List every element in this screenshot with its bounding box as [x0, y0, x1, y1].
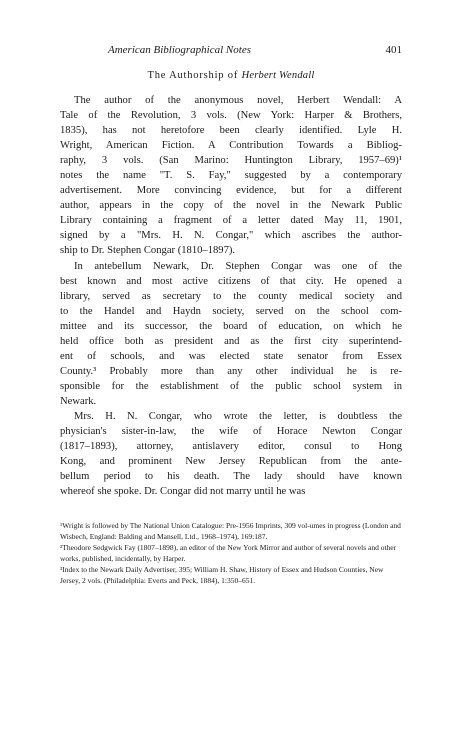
footnote: ²Theodore Sedgwick Fay (1807–1898), an editor of the New York Mirror and author of several novels and other works, published, incidentally, by Harper. [60, 543, 397, 563]
paragraph [60, 259, 402, 409]
text-line: physician's sister-in-law, the wife of Horace Newton Congar [60, 426, 402, 438]
text-line: library, served as secretary to the county medical society and [60, 290, 402, 302]
section-title [60, 70, 402, 81]
text-line: Kong, and prominent New Jersey Republican from the ante- [60, 456, 402, 468]
text-line: In antebellum Newark, Dr. Stephen Congar was one of the [74, 260, 402, 272]
text-line: Newark. [60, 395, 97, 407]
footnote: ³Index to the Newark Daily Advertiser, 395; William H. Shaw, History of Essex and Hudson Counties, New Jersey, 2 vols. (Philadelphia: Everts and Peck, 1884), 1:350–651. [60, 565, 384, 585]
text-line: The author of the anonymous novel, Herbert Wendall: A [74, 95, 402, 106]
section-title-prefix: The Authorship of [147, 70, 239, 81]
text-line: sponsible for the establishment of the public school system in [60, 380, 402, 392]
text-line: Tale of the Revolution, 3 vols. (New York: Harper & Brothers, [60, 110, 402, 122]
text-line: raphy, 3 vols. (San Marino: Huntington Library, 1957–69)¹ [60, 155, 402, 167]
text-line: author, appears in the copy of the novel in the Newark Public [60, 200, 402, 212]
text-line: advertisement. More convincing evidence, but for a different [60, 185, 402, 197]
section-title-italic: Herbert Wendall [241, 70, 315, 81]
text-line: to the Handel and Haydn society, served on the school com- [60, 305, 402, 317]
text-line: held office both as president and as the first city superintend- [60, 335, 402, 347]
text-line: Library containing a fragment of a letter dated May 11, 1901, [60, 215, 402, 227]
paragraph [60, 409, 402, 499]
footnote: ¹Wright is followed by The National Union Catalogue: Pre-1956 Imprints, 309 vol-umes in progress (London and Wisbech, England: Balding and Mansell, Ltd., 1968–1974), 169:187. [60, 521, 401, 541]
text-line: Wright, American Fiction. A Contribution Towards a Bibliog- [60, 140, 402, 152]
text-line: County.³ Probably more than any other individual he is re- [60, 365, 402, 377]
text-line: signed by a "Mrs. H. N. Congar," which ascribes the author- [60, 230, 402, 242]
text-line: Mrs. H. N. Congar, who wrote the letter, is doubtless the [74, 410, 402, 422]
text-line: 1835), has not heretofore been clearly identified. Lyle H. [60, 125, 402, 137]
footnotes [60, 521, 402, 588]
text-line: notes the name "T. S. Fay," suggested by a contemporary [60, 170, 402, 182]
text-line: best known and most active citizens of that city. He opened a [60, 275, 402, 287]
text-line: whereof she spoke. Dr. Congar did not marry until he was [60, 486, 306, 498]
paragraph [60, 93, 402, 259]
text-line: bellum period to his death. The lady should have known [60, 471, 402, 483]
text-line: mittee and its successor, the board of education, on which he [60, 320, 402, 332]
article-body [60, 93, 402, 499]
text-line: ent of schools, and was elected state senator from Essex [60, 350, 402, 362]
text-line: (1817–1893), attorney, antislavery editor, consul to Hong [60, 441, 402, 453]
text-line: ship to Dr. Stephen Congar (1810–1897). [60, 245, 236, 257]
running-head-title: American Bibliographical Notes [108, 44, 251, 56]
page-number: 401 [385, 44, 402, 56]
